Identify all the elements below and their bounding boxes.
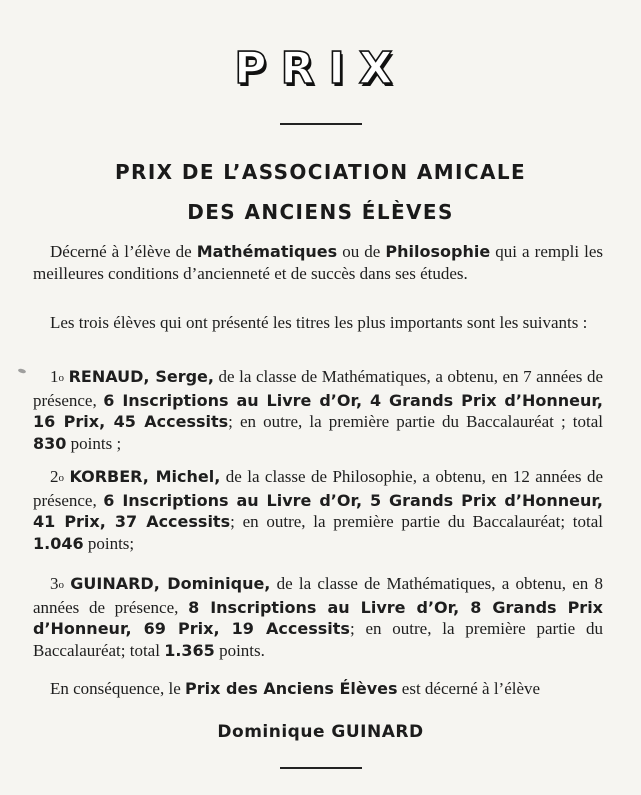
candidate-awards: 8 Inscriptions au Livre d’Or, 8 Grands Prix d’Honneur, 69 Prix, 19 Accessits <box>33 597 604 638</box>
candidate-entry-3 <box>33 573 603 661</box>
ink-smudge <box>18 368 27 374</box>
intro-text-3: qui a rempli les meilleures conditions d’ancienneté et de succès dans ses études. <box>33 242 603 283</box>
candidate-total: 1.046 <box>33 533 84 553</box>
intro-subject-2: Philosophie <box>385 242 491 261</box>
intro-subject-1: Mathématiques <box>196 242 338 261</box>
candidate-rank: 1 <box>50 367 59 386</box>
candidate-entry-1 <box>33 366 603 454</box>
prize-heading-line-2: DES ANCIENS ÉLÈVES <box>187 200 454 224</box>
candidate-text-3: points ; <box>66 433 122 453</box>
candidate-text-2: ; en outre, la première partie du Baccalauréat; total <box>230 512 603 531</box>
candidate-total: 830 <box>33 433 67 453</box>
conclusion-paragraph <box>33 678 603 700</box>
candidate-name: KORBER, Michel, <box>69 467 221 486</box>
candidate-text-3: points. <box>214 640 265 660</box>
intro-text-1: Décerné à l’élève de <box>50 242 197 261</box>
candidate-text-1: de la classe de Mathématiques, a obtenu, en 8 années de présence, <box>33 574 604 617</box>
candidate-rank: 2 <box>50 467 59 486</box>
candidate-awards: 6 Inscriptions au Livre d’Or, 4 Grands Prix d’Honneur, 16 Prix, 45 Accessits <box>33 390 603 431</box>
intro-text-2: ou de <box>337 242 386 261</box>
candidate-text-3: points; <box>83 533 135 553</box>
candidate-name: RENAUD, Serge, <box>68 367 214 386</box>
candidate-text-1: de la classe de Philosophie, a obtenu, en 12 années de présence, <box>33 467 603 510</box>
candidate-text-1: de la classe de Mathématiques, a obtenu, en 7 années de présence, <box>33 367 604 410</box>
candidate-rank-suffix: o <box>58 579 64 591</box>
conclusion-text-1: En conséquence, le <box>50 679 185 698</box>
candidate-rank-suffix: o <box>58 372 64 384</box>
conclusion-text-2: est décerné à l’élève <box>397 679 541 698</box>
intro-paragraph <box>33 241 603 284</box>
candidate-name: GUINARD, Dominique, <box>70 574 271 593</box>
page-title: PRIX <box>234 43 407 94</box>
top-divider <box>280 123 362 125</box>
candidate-awards: 6 Inscriptions au Livre d’Or, 5 Grands Prix d’Honneur, 41 Prix, 37 Accessits <box>33 490 603 531</box>
candidates-intro-text: Les trois élèves qui ont présenté les titres les plus importants sont les suivants : <box>50 313 588 332</box>
candidate-rank: 3 <box>50 574 59 593</box>
candidates-intro-paragraph <box>33 312 603 334</box>
conclusion-prize-name: Prix des Anciens Élèves <box>185 679 398 698</box>
candidate-text-2: ; en outre, la première partie du Baccalauréat; total <box>33 619 603 660</box>
candidate-rank-suffix: o <box>58 472 64 484</box>
candidate-entry-2 <box>33 466 603 554</box>
candidate-text-2: ; en outre, la première partie du Baccalauréat ; total <box>228 412 603 431</box>
candidate-total: 1.365 <box>164 640 215 660</box>
winner-name: Dominique GUINARD <box>217 722 424 742</box>
bottom-divider <box>280 767 362 769</box>
prize-heading-line-1: PRIX DE L’ASSOCIATION AMICALE <box>114 160 527 184</box>
